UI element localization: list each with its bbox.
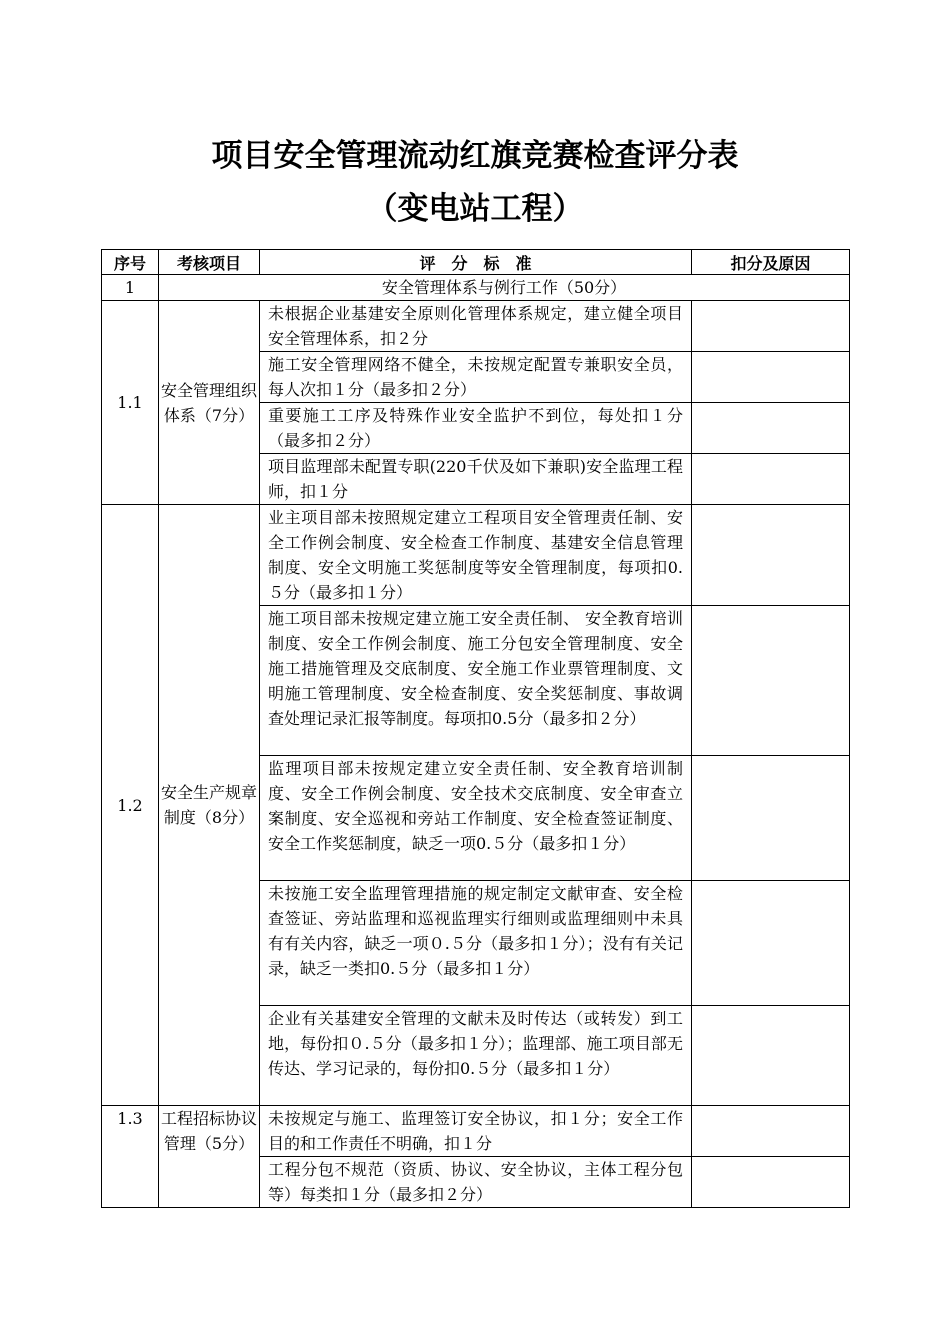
criteria-cell: 未按规定与施工、监理签订安全协议，扣１分；安全工作目的和工作责任不明确，扣１分: [260, 1106, 692, 1157]
criteria-cell: 工程分包不规范（资质、协议、安全协议，主体工程分包等）每类扣１分（最多扣２分）: [260, 1157, 692, 1208]
header-reason: 扣分及原因: [692, 250, 850, 275]
deduction-cell[interactable]: [692, 881, 850, 1006]
deduction-cell[interactable]: [692, 301, 850, 352]
deduction-cell[interactable]: [692, 606, 850, 756]
deduction-cell[interactable]: [692, 756, 850, 881]
row-no: 1.1: [102, 301, 159, 505]
deduction-cell[interactable]: [692, 505, 850, 606]
section-label: 安全管理体系与例行工作（50分）: [159, 275, 850, 301]
row-no: 1.3: [102, 1106, 159, 1208]
criteria-cell: 重要施工工序及特殊作业安全监护不到位，每处扣１分（最多扣２分）: [260, 403, 692, 454]
assessment-item: 安全管理组织体系（7分）: [159, 301, 260, 505]
table-row: [102, 301, 850, 352]
header-item: 考核项目: [159, 250, 260, 275]
deduction-cell[interactable]: [692, 403, 850, 454]
table-row: [102, 1106, 850, 1157]
deduction-cell[interactable]: [692, 1157, 850, 1208]
header-row: [102, 250, 850, 275]
criteria-cell: 企业有关基建安全管理的文献未及时传达（或转发）到工地，每份扣０.５分（最多扣１分）；监理部、施工项目部无传达、学习记录的，每份扣0.５分（最多扣１分）: [260, 1006, 692, 1106]
section-no: 1: [102, 275, 159, 301]
deduction-cell[interactable]: [692, 352, 850, 403]
section-row: [102, 275, 850, 301]
criteria-cell: 施工安全管理网络不健全，未按规定配置专兼职安全员，每人次扣１分（最多扣２分）: [260, 352, 692, 403]
document-subtitle: （变电站工程）: [366, 191, 584, 227]
deduction-cell[interactable]: [692, 454, 850, 505]
criteria-cell: 未根据企业基建安全原则化管理体系规定，建立健全项目安全管理体系，扣２分: [260, 301, 692, 352]
assessment-item: 工程招标协议管理（5分）: [159, 1106, 260, 1208]
criteria-cell: 监理项目部未按规定建立安全责任制、安全教育培训制度、安全工作例会制度、安全技术交底制度、安全审查立案制度、安全巡视和旁站工作制度、安全检查签证制度、安全工作奖惩制度，缺乏一项0.５分（最多扣１分）: [260, 756, 692, 881]
criteria-cell: 未按施工安全监理管理措施的规定制定文献审查、安全检查签证、旁站监理和巡视监理实行细则或监理细则中未具有有关内容，缺乏一项０.５分（最多扣１分）；没有有关记录，缺乏一类扣0.５分（最多扣１分）: [260, 881, 692, 1006]
header-criteria: 评 分 标 准: [260, 250, 692, 275]
assessment-item: 安全生产规章制度（8分）: [159, 505, 260, 1106]
deduction-cell[interactable]: [692, 1006, 850, 1106]
criteria-cell: 施工项目部未按规定建立施工安全责任制、 安全教育培训制度、安全工作例会制度、施工分包安全管理制度、安全施工措施管理及交底制度、安全施工作业票管理制度、文明施工管理制度、安全检查制度、安全奖惩制度、事故调查处理记录汇报等制度。每项扣0.5分（最多扣２分）: [260, 606, 692, 756]
criteria-cell: 项目监理部未配置专职(220千伏及如下兼职)安全监理工程师，扣１分: [260, 454, 692, 505]
table-row: [102, 505, 850, 606]
document-title: 项目安全管理流动红旗竞赛检查评分表: [211, 138, 739, 174]
criteria-cell: 业主项目部未按照规定建立工程项目安全管理责任制、安全工作例会制度、安全检查工作制度、基建安全信息管理制度、安全文明施工奖惩制度等安全管理制度，每项扣0.５分（最多扣１分）: [260, 505, 692, 606]
row-no: 1.2: [102, 505, 159, 1106]
score-table: [101, 249, 850, 1208]
deduction-cell[interactable]: [692, 1106, 850, 1157]
header-no: 序号: [102, 250, 159, 275]
